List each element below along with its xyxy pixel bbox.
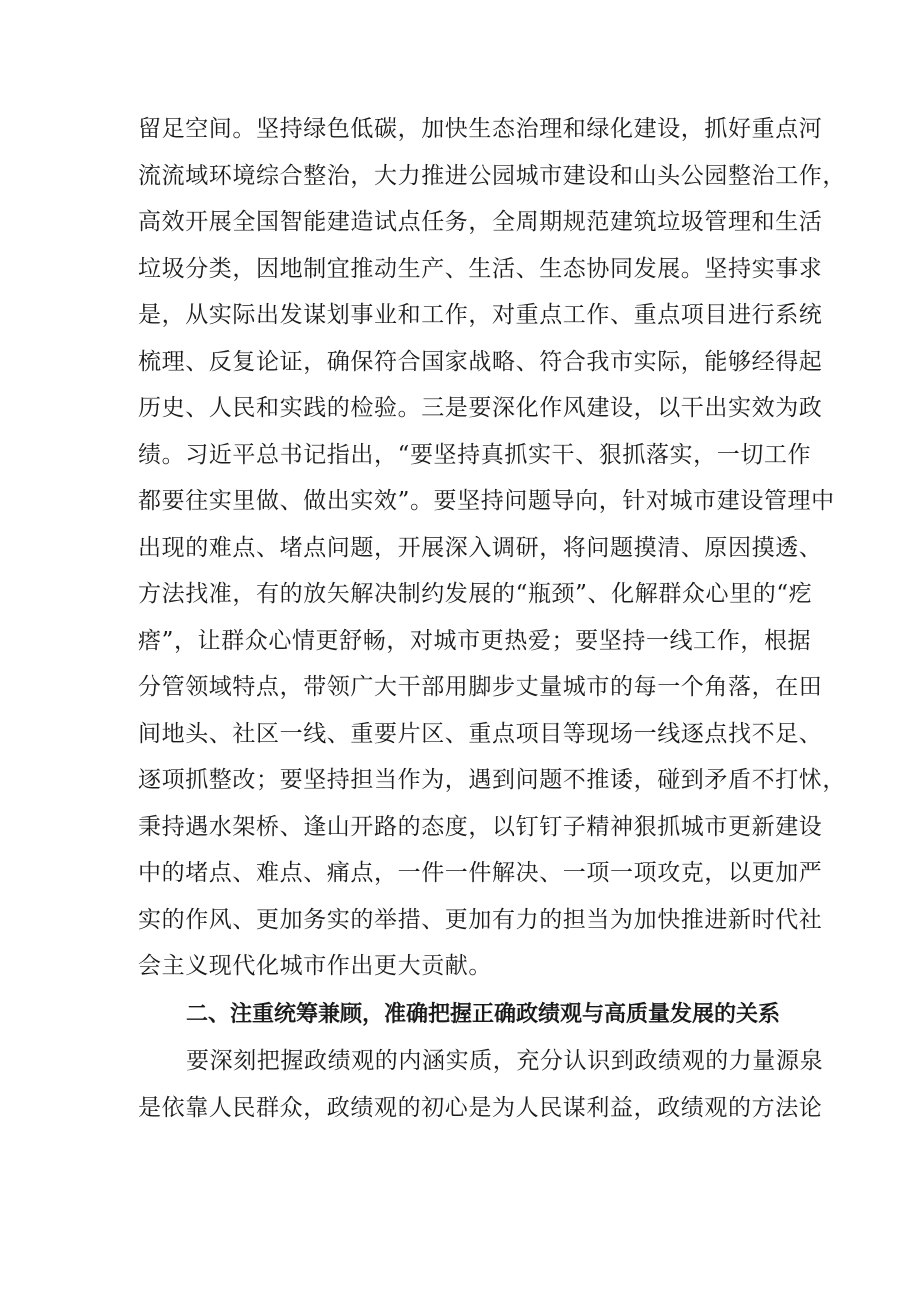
text-line: 中的堵点、难点、痛点，一件一件解决、一项一项攻克，以更加严 (138, 860, 823, 886)
text-line: 逐项抓整改；要坚持担当作为，遇到问题不推诿，碰到矛盾不打怵， (138, 767, 846, 793)
text-line: 绩。习近平总书记指出，“要坚持真抓实干、狠抓落实，一切工作 (138, 441, 812, 468)
text-line: 是，从实际出发谋划事业和工作，对重点工作、重点项目进行系统 (138, 302, 823, 328)
text-line: 出现的难点、堵点问题，开展深入调研，将问题摸清、原因摸透、 (138, 534, 823, 561)
text-line: 间地头、社区一线、重要片区、重点项目等现场一线逐点找不足、 (138, 720, 823, 747)
section-heading: 二、注重统筹兼顾，准确把握正确政绩观与高质量发展的关系 (186, 1002, 781, 1027)
text-line: 都要往实里做、做出实效”。要坚持问题导向，针对城市建设管理中 (138, 488, 835, 514)
text-line: 会主义现代化城市作出更大贡献。 (138, 953, 492, 979)
text-line: 分管领域特点，带领广大干部用脚步丈量城市的每一个角落，在田 (138, 674, 823, 700)
text-line: 流流域环境综合整治，大力推进公园城市建设和山头公园整治工作， (138, 162, 846, 189)
text-line: 实的作风、更加务实的举措、更加有力的担当为加快推进新时代社 (138, 906, 823, 933)
text-line: 梳理、反复论证，确保符合国家战略、符合我市实际，能够经得起 (138, 348, 823, 375)
text-line: 是依靠人民群众，政绩观的初心是为人民谋利益，政绩观的方法论 (138, 1095, 823, 1121)
text-line: 要深刻把握政绩观的内涵实质，充分认识到政绩观的力量源泉 (186, 1048, 824, 1074)
text-line: 秉持遇水架桥、逢山开路的态度，以钉钉子精神狠抓城市更新建设 (138, 813, 823, 840)
text-line: 高效开展全国智能建造试点任务，全周期规范建筑垃圾管理和生活 (138, 209, 823, 235)
text-line: 瘩”，让群众心情更舒畅，对城市更热爱；要坚持一线工作，根据 (138, 627, 812, 654)
text-line: 留足空间。坚持绿色低碳，加快生态治理和绿化建设，抓好重点河 (138, 116, 823, 142)
text-line: 垃圾分类，因地制宜推动生产、生活、生态协同发展。坚持实事求 (138, 255, 823, 282)
text-line: 历史、人民和实践的检验。三是要深化作风建设，以干出实效为政 (138, 395, 823, 421)
text-line: 方法找准，有的放矢解决制约发展的“瓶颈”、化解群众心里的“疙 (138, 581, 813, 607)
